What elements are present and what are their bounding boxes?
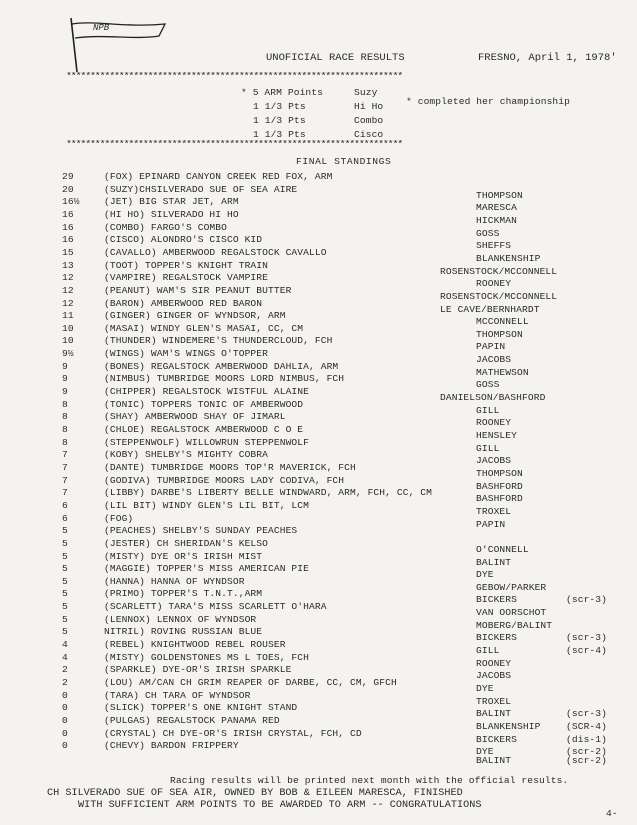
row-owner: BALINT <box>476 556 512 568</box>
row-dog-name: (SUZY)CHSILVERADO SUE OF SEA AIRE <box>104 183 298 195</box>
page-mark: 4- <box>606 808 618 819</box>
row-owner: ROONEY <box>476 278 512 290</box>
standings-row <box>0 677 637 694</box>
row-dog-name: (MAGGIE) TOPPER'S MISS AMERICAN PIE <box>104 563 310 575</box>
footer-line-1: Racing results will be printed next month with the official results. <box>170 775 569 786</box>
row-dog-name: (LENNOX) LENNOX OF WYNDSOR <box>104 613 257 625</box>
row-owner: ROONEY <box>476 417 512 429</box>
row-owner: GOSS <box>476 379 500 391</box>
row-dog-name: (PEACHES) SHELBY'S SUNDAY PEACHES <box>104 525 298 537</box>
arm-note: * completed her championship <box>406 96 571 107</box>
footer-line-3: WITH SUFFICIENT ARM POINTS TO BE AWARDED TO ARM -- CONGRATULATIONS <box>78 800 482 811</box>
row-points: 16 <box>62 208 74 220</box>
row-dog-name: (SPARKLE) DYE-OR'S IRISH SPARKLE <box>104 664 292 676</box>
standings-row <box>0 171 637 184</box>
row-owner-note: (scr-2) <box>566 746 608 758</box>
row-points: 5 <box>62 575 68 587</box>
star-divider-top: ********************************************************************** <box>66 72 403 83</box>
arm-dog: Suzy <box>354 87 378 98</box>
row-dog-name: (CHIPPER) REGALSTOCK WISTFUL ALAINE <box>104 386 310 398</box>
row-owner-note: (scr-3) <box>566 594 608 606</box>
row-dog-name: (STEPPENWOLF) WILLOWRUN STEPPENWOLF <box>104 436 310 448</box>
row-dog-name: NITRIL) ROVING RUSSIAN BLUE <box>104 626 263 638</box>
row-dog-name: (CRYSTAL) CH DYE-OR'S IRISH CRYSTAL, FCH, CD <box>104 727 362 739</box>
row-dog-name: (GODIVA) TUMBRIDGE MOORS LADY CODIVA, FCH <box>104 474 345 486</box>
arm-dog: Cisco <box>354 129 384 140</box>
row-dog-name: (FOG) <box>104 512 134 524</box>
row-dog-name: (TOOT) TOPPER'S KNIGHT TRAIN <box>104 259 269 271</box>
row-owner: TROXEL <box>476 505 512 517</box>
row-dog-name: (JESTER) CH SHERIDAN'S KELSO <box>104 537 269 549</box>
row-points: 5 <box>62 601 68 613</box>
row-owner: JACOBS <box>476 670 512 682</box>
standings-row <box>0 588 637 606</box>
row-dog-name: (NIMBUS) TUMBRIDGE MOORS LORD NIMBUS, FCH <box>104 373 345 385</box>
row-owner: HICKMAN <box>476 214 518 226</box>
arm-pts: 1 1/3 Pts <box>253 101 306 112</box>
row-dog-name: (LIL BIT) WINDY GLEN'S LIL BIT, LCM <box>104 499 310 511</box>
row-dog-name: (DANTE) TUMBRIDGE MOORS TOP'R MAVERICK, FCH <box>104 461 356 473</box>
row-points: 6 <box>62 499 68 511</box>
row-points: 7 <box>62 474 68 486</box>
standings-row <box>0 550 637 568</box>
row-owner: LE CAVE/BERNHARDT <box>440 303 540 315</box>
row-owner-note: (dis-1) <box>566 733 608 745</box>
standings-row <box>0 436 637 454</box>
row-owner: BICKERS <box>476 632 518 644</box>
row-points: 15 <box>62 246 74 258</box>
row-owner: PAPIN <box>476 341 506 353</box>
row-points: 0 <box>62 714 68 726</box>
arm-pts: 1 1/3 Pts <box>253 129 306 140</box>
row-dog-name: (REBEL) KNIGHTWOOD REBEL ROUSER <box>104 639 286 651</box>
row-owner: TROXEL <box>476 695 512 707</box>
row-owner: DYE <box>476 683 494 694</box>
row-owner: DYE <box>476 746 494 758</box>
standings-row <box>0 183 637 201</box>
row-points: 5 <box>62 588 68 600</box>
footer-line-2: CH SILVERADO SUE OF SEA AIR, OWNED BY BOB & EILEEN MARESCA, FINISHED <box>47 788 463 799</box>
standings-row <box>0 221 637 239</box>
standings-row <box>0 411 637 429</box>
owner-note-last: (scr-2) <box>566 755 608 766</box>
row-dog-name: (CHEVY) BARDON FRIPPERY <box>104 740 239 752</box>
row-points: 10 <box>62 322 74 334</box>
row-owner: DYE <box>476 569 494 581</box>
row-points: 2 <box>62 677 68 688</box>
row-owner: ROSENSTOCK/MCCONNELL <box>440 290 558 302</box>
row-points: 4 <box>62 651 68 663</box>
standings-row <box>0 259 637 277</box>
row-points: 13 <box>62 259 74 271</box>
row-points: 0 <box>62 689 68 701</box>
row-dog-name: (THUNDER) WINDEMERE'S THUNDERCLOUD, FCH <box>104 335 333 347</box>
row-points: 5 <box>62 626 68 638</box>
row-points: 5 <box>62 525 68 537</box>
star-divider-bottom: ********************************************************************** <box>66 140 403 151</box>
row-points: 5 <box>62 537 68 549</box>
row-points: 16 <box>62 234 74 246</box>
row-dog-name: (VAMPIRE) REGALSTOCK VAMPIRE <box>104 272 269 284</box>
row-points: 0 <box>62 727 68 739</box>
row-owner: O'CONNELL <box>476 543 529 555</box>
row-owner: GILL <box>476 442 500 454</box>
row-dog-name: (MASAI) WINDY GLEN'S MASAI, CC, CM <box>104 322 304 334</box>
row-owner: THOMPSON <box>476 189 523 201</box>
row-owner: GOSS <box>476 227 500 239</box>
row-points: 6 <box>62 512 68 524</box>
standings-row <box>0 424 637 441</box>
row-points: 29 <box>62 171 74 182</box>
arm-pts: 1 1/3 Pts <box>253 115 306 126</box>
arm-pts: * 5 ARM Points <box>241 87 324 98</box>
row-dog-name: (CHLOE) REGALSTOCK AMBERWOOD C O E <box>104 424 304 435</box>
row-owner-note: (scr-4) <box>566 645 608 657</box>
row-dog-name: (TONIC) TOPPERS TONIC OF AMBERWOOD <box>104 398 304 410</box>
row-owner: VAN OORSCHOT <box>476 607 547 619</box>
row-dog-name: (CAVALLO) AMBERWOOD REGALSTOCK CAVALLO <box>104 246 327 258</box>
row-points: 8 <box>62 436 68 448</box>
row-owner-note: (SCR-4) <box>566 720 608 732</box>
row-dog-name: (PRIMO) TOPPER'S T.N.T.,ARM <box>104 588 263 600</box>
row-owner: ROSENSTOCK/MCCONNELL <box>440 265 558 277</box>
row-dog-name: (BONES) REGALSTOCK AMBERWOOD DAHLIA, ARM <box>104 360 339 372</box>
row-dog-name: (GINGER) GINGER OF WYNDSOR, ARM <box>104 310 286 322</box>
row-dog-name: (CISCO) ALONDRO'S CISCO KID <box>104 234 263 246</box>
row-dog-name: (KOBY) SHELBY'S MIGHTY COBRA <box>104 449 269 461</box>
logo-text: NPB <box>93 23 110 33</box>
row-dog-name: (COMBO) FARGO'S COMBO <box>104 221 228 233</box>
row-dog-name: (HANNA) HANNA OF WYNDSOR <box>104 575 245 587</box>
arm-dog: Combo <box>354 115 384 126</box>
row-owner: DANIELSON/BASHFORD <box>440 392 546 404</box>
row-points: 20 <box>62 183 74 195</box>
row-owner: THOMPSON <box>476 467 523 479</box>
row-dog-name: (BARON) AMBERWOOD RED BARON <box>104 297 263 309</box>
row-dog-name: (WINGS) WAM'S WINGS O'TOPPER <box>104 348 269 360</box>
owner-last: BALINT <box>476 755 512 766</box>
row-points: 9 <box>62 360 68 372</box>
standings-row <box>0 727 637 745</box>
row-owner: MCCONNELL <box>476 316 529 328</box>
row-owner-note: (scr-3) <box>566 708 608 720</box>
row-dog-name: (LIBBY) DARBE'S LIBERTY BELLE WINDWARD, ARM, FCH, CC, CM <box>104 487 433 499</box>
row-owner: BICKERS <box>476 733 518 745</box>
row-points: 0 <box>62 702 68 714</box>
standings-row <box>0 689 637 707</box>
row-points: 9½ <box>62 348 74 360</box>
standings-row <box>0 740 637 758</box>
row-dog-name: (SCARLETT) TARA'S MISS SCARLETT O'HARA <box>104 601 327 613</box>
standings-row <box>0 297 637 315</box>
row-points: 8 <box>62 424 68 435</box>
row-owner: BALINT <box>476 708 512 720</box>
standings-title: FINAL STANDINGS <box>296 156 392 167</box>
row-dog-name: (LOU) AM/CAN CH GRIM REAPER OF DARBE, CC, CM, GFCH <box>104 677 397 688</box>
row-owner: GEBOW/PARKER <box>476 581 547 593</box>
standings-row <box>0 626 637 644</box>
row-owner: BICKERS <box>476 594 518 606</box>
row-points: 9 <box>62 386 68 398</box>
page-title: UNOFICIAL RACE RESULTS <box>266 52 405 64</box>
row-points: 4 <box>62 639 68 651</box>
standings-row <box>0 664 637 682</box>
row-owner: SHEFFS <box>476 240 512 252</box>
row-points: 7 <box>62 461 68 473</box>
location-date: FRESNO, April 1, 1978' <box>478 52 617 64</box>
row-points: 16½ <box>62 196 80 208</box>
row-points: 5 <box>62 563 68 575</box>
row-dog-name: (SLICK) TOPPER'S ONE KNIGHT STAND <box>104 702 298 714</box>
row-owner: JACOBS <box>476 455 512 467</box>
standings-row <box>0 474 637 492</box>
arm-dog: Hi Ho <box>354 101 384 112</box>
row-owner: BASHFORD <box>476 493 523 505</box>
row-dog-name: (HI HO) SILVERADO HI HO <box>104 208 239 220</box>
row-owner: JACOBS <box>476 354 512 366</box>
row-owner: ROONEY <box>476 657 512 669</box>
row-points: 11 <box>62 310 74 322</box>
row-owner-note: (scr-3) <box>566 632 608 644</box>
row-owner: PAPIN <box>476 518 506 530</box>
row-owner: MATHEWSON <box>476 366 529 378</box>
row-points: 0 <box>62 740 68 752</box>
row-dog-name: (FOX) EPINARD CANYON CREEK RED FOX, ARM <box>104 171 333 182</box>
standings-row <box>0 512 637 530</box>
standings-row <box>0 373 637 391</box>
row-points: 12 <box>62 272 74 284</box>
row-owner: THOMPSON <box>476 328 523 340</box>
row-owner: BASHFORD <box>476 480 523 492</box>
row-points: 12 <box>62 284 74 296</box>
row-points: 9 <box>62 373 68 385</box>
row-owner: HENSLEY <box>476 430 518 441</box>
row-dog-name: (MISTY) GOLDENSTONES MS L TOES, FCH <box>104 651 310 663</box>
row-dog-name: (JET) BIG STAR JET, ARM <box>104 196 239 208</box>
row-points: 5 <box>62 613 68 625</box>
row-points: 7 <box>62 449 68 461</box>
standings-row <box>0 335 637 353</box>
row-points: 2 <box>62 664 68 676</box>
row-owner: GILL <box>476 404 500 416</box>
row-owner: MOBERG/BALINT <box>476 619 553 631</box>
row-points: 7 <box>62 487 68 499</box>
row-points: 10 <box>62 335 74 347</box>
row-dog-name: (PULGAS) REGALSTOCK PANAMA RED <box>104 714 280 726</box>
row-points: 12 <box>62 297 74 309</box>
standings-row <box>0 537 637 555</box>
row-owner: BLANKENSHIP <box>476 720 541 732</box>
row-points: 8 <box>62 411 68 423</box>
row-owner: MARESCA <box>476 202 518 214</box>
row-points: 16 <box>62 221 74 233</box>
row-dog-name: (PEANUT) WAM'S SIR PEANUT BUTTER <box>104 284 292 296</box>
row-points: 8 <box>62 398 68 410</box>
row-dog-name: (SHAY) AMBERWOOD SHAY OF JIMARL <box>104 411 286 423</box>
row-dog-name: (MISTY) DYE OR'S IRISH MIST <box>104 550 263 562</box>
row-dog-name: (TARA) CH TARA OF WYNDSOR <box>104 689 251 701</box>
row-owner: BLANKENSHIP <box>476 252 541 264</box>
row-owner: GILL <box>476 645 500 657</box>
row-points: 5 <box>62 550 68 562</box>
standings-row <box>0 525 637 538</box>
